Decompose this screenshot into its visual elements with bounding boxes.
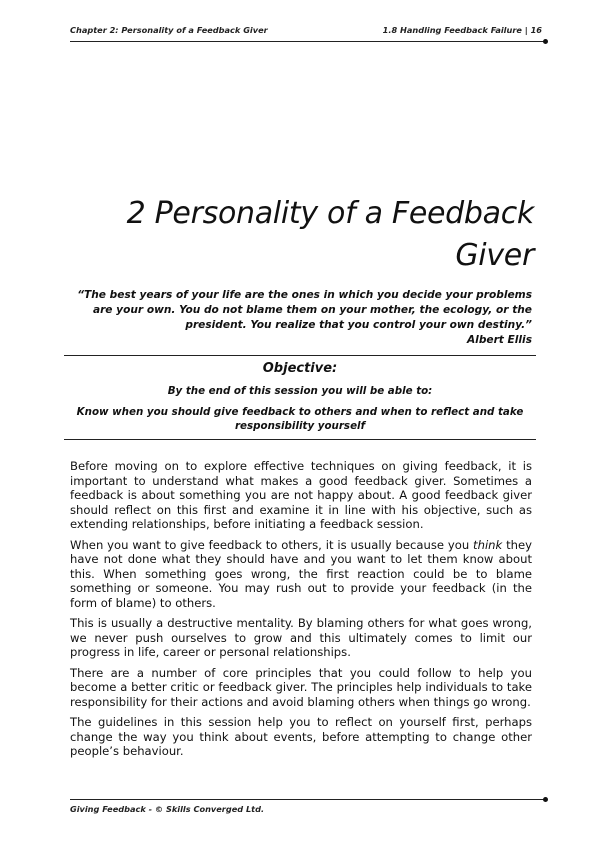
paragraph-3: This is usually a destructive mentality. By blaming others for what goes wrong, we never push ourselves to grow and this ultimately comes to limit our progress in life, career or personal relationships. [70, 616, 532, 659]
objective-top-rule [64, 355, 536, 356]
objective-heading: Objective: [262, 361, 338, 376]
epigraph-author: Albert Ellis [466, 334, 532, 346]
paragraph-4: There are a number of core principles that you could follow to help you become a better critic or feedback giver. The principles help individuals to take responsibility for their actions and avoid blaming others when things go wrong. [70, 665, 532, 709]
paragraph-2 [70, 538, 532, 611]
objective-intro: By the end of this session you will be able to: [167, 385, 433, 397]
footer-rule [70, 799, 546, 800]
paragraph-2-start: When you want to give feedback to others, it is usually because you [70, 537, 474, 552]
paragraph-2-end: they have not done what they should have and you want to let them know about this. When something goes wrong, the first reaction could be to blame something or someone. You may rush out to provide your feedback (in the form of blame) to others. [70, 537, 532, 610]
body-text [70, 459, 532, 765]
header-rule [70, 41, 546, 42]
objective-bottom-rule [64, 439, 536, 440]
paragraph-1: Before moving on to explore effective techniques on giving feedback, it is important to understand what makes a good feedback giver. Sometimes a feedback is about something you are not happy about. A good feedback giver should reflect on this first and examine it in line with his objective, such as extending relationships, before initiating a feedback session. [70, 459, 532, 531]
running-header-section-page: 1.8 Handling Feedback Failure | 16 [382, 25, 542, 35]
header-rule-dot [543, 39, 548, 44]
footer-copyright: Giving Feedback - © Skills Converged Ltd. [70, 804, 265, 814]
running-header-chapter: Chapter 2: Personality of a Feedback Giver [70, 25, 268, 35]
chapter-title-line-2: Giver [455, 238, 534, 273]
chapter-title-line-1: 2 Personality of a Feedback [126, 196, 534, 231]
epigraph-quote: “The best years of your life are the ones in which you decide your problems are your own. You do not blame them on your mother, the ecology, or the president. You realize that you control your own destiny.” [77, 289, 532, 331]
footer-rule-dot [543, 797, 548, 802]
paragraph-5: The guidelines in this session help you to reflect on yourself first, perhaps change the way you think about events, before attempting to change other people’s behaviour. [70, 715, 532, 758]
paragraph-2-emphasis: think [473, 537, 503, 552]
objective-description: Know when you should give feedback to others and when to reflect and take responsibility yourself [76, 406, 524, 432]
